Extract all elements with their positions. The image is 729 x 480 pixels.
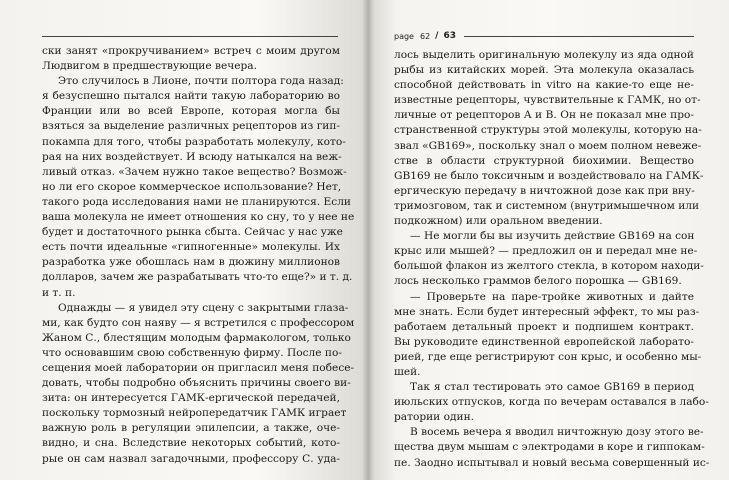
text-line: ски занят «прокручиванием» встреч с моим другом (42, 45, 340, 57)
text-line: будет и достаточного рынка сбыта. Сейчас у нас уже (42, 226, 343, 239)
text-line: рыбы из китайских морей. Эта молекула оказалась (394, 64, 694, 77)
text-line: видно, и сна. Вследствие некоторых событий, кото- (42, 437, 340, 450)
text-line: долларов, зачем же разрабатывать что-то еще?» и т. д. (42, 271, 353, 284)
text-line: пе. Заодно испытывал и новый весьма совершенный ис- (394, 456, 710, 469)
text-line: сещения моей лаборатории он пригласил меня побесе- (42, 361, 355, 374)
text-line: В восемь вечера я вводил ничтожную дозу этого ве- (410, 426, 704, 439)
right-header-rule (464, 36, 694, 37)
text-line: личные от рецепторов A и B. Он не показал мне про- (394, 109, 694, 122)
text-line: Жаном С., блестящим молодым фармакологом, только (42, 331, 351, 344)
text-line: такого рода исследования нами не планируются. Если (42, 195, 351, 208)
text-line: я безуспешно пытался найти такую лабораторию во (42, 90, 340, 103)
text-line: мне знать. Если будет интересный эффект, то мы раз- (394, 305, 700, 318)
text-line: GB169 не было токсичным и воздействовало на ГАМК- (394, 169, 704, 182)
text-line: большой флакон из желтого стекла, в котором находи- (394, 260, 704, 273)
text-line: Так я стал тестировать это самое GB169 в период (410, 381, 694, 394)
text-line: известные рецепторы, чувствительные к ГАМК, но от- (394, 94, 701, 107)
text-line: и т. п. (42, 286, 76, 299)
text-line: Франции или во всей Европе, которая могла бы (42, 105, 340, 118)
text-line: крыс или мышей? — предложил он и передал мне не- (394, 245, 698, 258)
text-line: но ли его скорое коммерческое использование? Нет, (42, 180, 342, 193)
text-line: — Не могли бы вы изучить действие GB169 на сон (410, 230, 695, 243)
text-line: подкожном) или оральном введении. (394, 215, 603, 228)
text-line: поскольку тормозный нейропередатчик ГАМК играет (42, 407, 347, 420)
text-line: рые он сам назвал загадочными, профессору С. уда- (42, 452, 340, 465)
text-line: Людвигом в предшествующие вечера. (42, 60, 257, 73)
page-label: page (394, 31, 414, 41)
text-line: лось несколько граммов белого порошка — GB169. (394, 275, 682, 288)
text-line: тримозговом, так и системном (внутримышечном или (394, 199, 700, 212)
text-line: что основавшим свою собственную фирму. После по- (42, 346, 342, 359)
text-line: лось выделить оригинальную молекулу из яда одной (394, 49, 694, 61)
left-header-rule (42, 36, 338, 37)
text-line: ваша молекула не имеет отношения ко сну, то у нее не (42, 211, 355, 224)
text-line: стве в области структурной биохимии. Вещество (394, 154, 694, 167)
text-line: странственной структуры этой молекулы, которую на- (394, 124, 702, 137)
text-line: Это случилось в Лионе, почти полтора года назад: (58, 75, 344, 88)
text-line: работаем детальный проект и подпишем контракт. (394, 320, 694, 333)
text-line: ми, как будто сон наяву — я встретился с профессором (42, 316, 355, 329)
text-line: Вы руководите единственной европейской лаборато- (394, 335, 694, 348)
text-line: есть почти идеальные «гипногенные» молекулы. Их (42, 241, 340, 254)
text-line: ратории один. (394, 411, 474, 424)
running-header (394, 29, 694, 43)
text-line: ливый отказ. «Зачем нужно такое вещество? Возмож- (42, 165, 347, 178)
text-line: разработка уже обошлась нам в дюжину миллионов (42, 256, 340, 269)
text-line: взяться за выделение различных рецепторов из гип- (42, 120, 340, 133)
text-line: шей. (394, 365, 421, 378)
book-gutter (362, 0, 374, 480)
right-page-text (394, 48, 710, 471)
right-page-number: 63 (443, 31, 456, 41)
text-line: зита: он интересуется ГАМК-ергической передачей, (42, 392, 340, 405)
page-separator: / (435, 31, 439, 41)
text-line: довать, чтобы подробно объяснить причины своего ви- (42, 377, 351, 390)
text-line: рией, где еще регистрируют сон крыс, и особенно мы- (394, 350, 702, 363)
text-line: важную роль в регуляции эпилепсии, а также, оче- (42, 422, 340, 435)
left-page-text (42, 44, 355, 467)
text-line: покампа для того, чтобы разработать молекулу, кото- (42, 135, 346, 148)
text-line: звал «GB169», поскольку знал о моем полном невеже- (394, 139, 702, 152)
text-line: Однажды — я увидел эту сцену с закрытыми глаза- (58, 301, 349, 314)
text-line: июльских отпусков, когда по вечерам оставался в лабо- (394, 396, 709, 409)
text-line: способной действовать in vitro на какие-то еще не- (394, 79, 694, 92)
text-line: ергическую передачу в ничтожной дозе как при вну- (394, 184, 695, 197)
left-page-number: 62 (419, 31, 431, 41)
text-line: рая на них воздействует. И всюду натыкался на веж- (42, 150, 342, 163)
text-line: щества двум мышам с электродами в коре и гиппокам- (394, 441, 705, 454)
text-line: — Проверьте на паре-тройке животных и дайте (410, 290, 694, 303)
